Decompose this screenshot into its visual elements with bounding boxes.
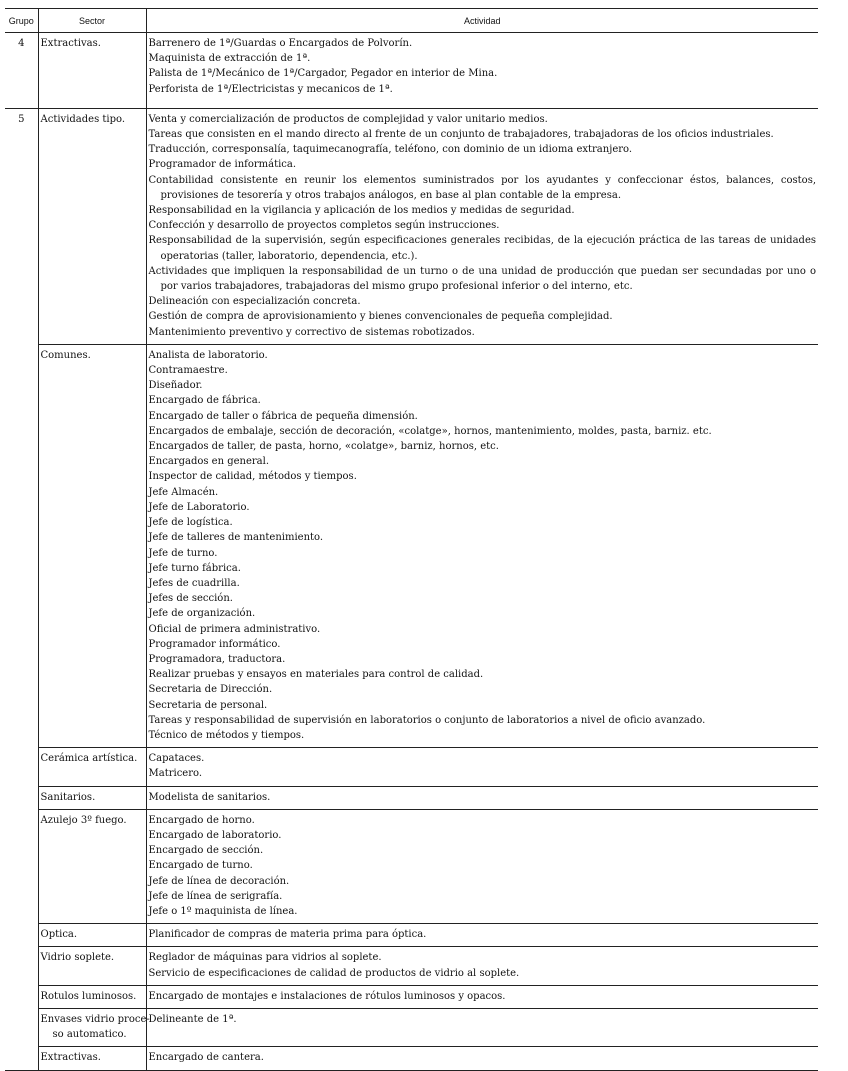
activity-item: Jefe de talleres de mantenimiento. <box>148 532 324 544</box>
table-row <box>5 985 818 1008</box>
table-body <box>5 33 818 1071</box>
activity-item: Reglador de máquinas para vidrios al soplete. <box>148 952 382 964</box>
actividad-cell <box>146 344 818 747</box>
actividad-cell <box>146 809 818 923</box>
activity-item: Encargados en general. <box>148 456 270 468</box>
activity-item: Responsabilidad de la supervisión, según especificaciones generales recibidas, de la ejecución práctica de las tareas de unidades operatorias (taller, laboratorio, dependencia, etc.). <box>148 235 816 262</box>
grupo-cell: 5 <box>18 113 25 125</box>
activity-item: Realizar pruebas y ensayos en materiales para control de calidad. <box>148 669 484 681</box>
activity-item: Tareas y responsabilidad de supervisión en laboratorios o conjunto de laboratorios a nivel de oficio avanzado. <box>148 714 706 726</box>
activity-item: Perforista de 1ª/Electricistas y mecanicos de 1ª. <box>148 83 393 95</box>
actividad-cell <box>146 985 818 1008</box>
activities-table <box>5 8 818 1071</box>
sector-label: Envases vidrio proce- <box>40 1013 150 1025</box>
activity-item: Venta y comercialización de productos de complejidad y valor unitario medios. <box>148 113 548 125</box>
activity-item: Oficial de primera administrativo. <box>148 623 321 635</box>
activity-item: Jefe de Laboratorio. <box>148 501 250 513</box>
activity-item: Encargado de taller o fábrica de pequeña dimensión. <box>148 410 418 422</box>
grupo-cell <box>5 1008 38 1046</box>
activity-item: Responsabilidad en la vigilancia y aplicación de los medios y medidas de seguridad. <box>148 205 575 217</box>
activity-item: Jefes de cuadrilla. <box>148 577 240 589</box>
activity-item: Palista de 1ª/Mecánico de 1ª/Cargador, Pegador en interior de Mina. <box>148 68 498 80</box>
grupo-cell <box>5 1047 38 1070</box>
activity-item: Encargado de laboratorio. <box>148 829 282 841</box>
grupo-cell <box>5 809 38 923</box>
activity-item: Actividades que impliquen la responsabilidad de un turno o de una unidad de producción que puedan ser secundadas por uno o por varios trabajadores, trabajadoras del mismo grupo profesional inferior o del interno, etc. <box>148 265 816 293</box>
activity-item: Delineante de 1ª. <box>148 1013 237 1025</box>
actividad-cell <box>146 1047 818 1070</box>
sector-cell <box>38 1047 146 1070</box>
header-grupo: Grupo <box>5 9 38 33</box>
sector-label: so automatico. <box>52 1029 127 1041</box>
sector-cell <box>38 748 146 786</box>
sector-label: Extractivas. <box>40 38 101 49</box>
activity-item: Jefe de organización. <box>148 608 256 620</box>
activity-item: Programador de informática. <box>148 159 297 171</box>
sector-cell <box>38 786 146 809</box>
activity-item: Secretaria de Dirección. <box>148 684 273 696</box>
activity-item: Analista de laboratorio. <box>148 349 268 361</box>
table-row <box>5 947 818 985</box>
grupo-cell <box>5 947 38 985</box>
sector-cell <box>38 1008 150 1046</box>
activity-item: Programador informático. <box>148 638 281 650</box>
grupo-cell <box>5 748 38 786</box>
activity-item: Confección y desarrollo de proyectos completos según instrucciones. <box>148 220 500 232</box>
header-sector: Sector <box>38 9 146 33</box>
activity-item: Jefe o 1º maquinista de línea. <box>148 905 298 917</box>
actividad-cell <box>146 947 818 985</box>
actividad-cell <box>146 108 818 344</box>
activity-item: Jefe de línea de serigrafía. <box>148 890 283 902</box>
activity-item: Programadora, traductora. <box>148 653 286 665</box>
grupo-cell <box>5 344 38 747</box>
sector-cell <box>38 344 146 747</box>
activity-item: Secretaria de personal. <box>148 699 268 711</box>
table-row <box>5 33 818 105</box>
sector-cell <box>38 33 146 105</box>
header-actividad: Actividad <box>146 9 818 33</box>
activity-item: Encargado de sección. <box>148 845 264 857</box>
sector-label: Sanitarios. <box>40 791 96 803</box>
activity-item: Maquinista de extracción de 1ª. <box>148 53 311 65</box>
table-row <box>5 809 818 923</box>
table-row <box>5 924 818 947</box>
activity-item: Matricero. <box>148 768 203 780</box>
activity-item: Encargado de horno. <box>148 814 255 826</box>
sector-label: Azulejo 3º fuego. <box>40 814 127 826</box>
activity-item: Servicio de especificaciones de calidad de productos de vidrio al soplete. <box>148 967 520 979</box>
sector-label: Optica. <box>40 929 78 941</box>
activity-item: Modelista de sanitarios. <box>148 791 271 803</box>
sector-label: Rotulos luminosos. <box>40 990 137 1002</box>
activity-item: Contramaestre. <box>148 365 228 377</box>
sector-label: Actividades tipo. <box>40 113 126 125</box>
activity-item: Encargado de turno. <box>148 860 253 872</box>
table-row <box>5 344 818 747</box>
activity-item: Diseñador. <box>148 380 203 392</box>
sector-cell <box>38 108 146 344</box>
grupo-cell: 4 <box>18 38 25 49</box>
table-row <box>5 1008 818 1046</box>
grupo-cell <box>5 924 38 947</box>
grupo-cell <box>5 786 38 809</box>
sector-label: Vidrio soplete. <box>40 952 115 964</box>
activity-item: Capataces. <box>148 753 205 765</box>
sector-cell <box>38 809 146 923</box>
actividad-cell <box>146 748 818 786</box>
sector-cell <box>38 924 146 947</box>
grupo-cell <box>5 985 38 1008</box>
sector-cell <box>38 985 146 1008</box>
actividad-cell <box>146 1008 818 1046</box>
table-row <box>5 1047 818 1070</box>
activity-item: Tareas que consisten en el mando directo al frente de un conjunto de trabajadores, trabajadoras de los oficios industriales. <box>148 129 774 141</box>
actividad-cell <box>146 33 818 105</box>
activity-item: Jefe de turno. <box>148 547 218 559</box>
activity-item: Encargado de fábrica. <box>148 395 261 407</box>
activity-item: Encargados de embalaje, sección de decoración, «colatge», hornos, mantenimiento, moldes, pasta, barniz. etc. <box>148 425 712 437</box>
activity-item: Contabilidad consistente en reunir los elementos suministrados por los ayudantes y confeccionar éstos, balances, costos, provisiones de tesorería y otros trabajos análogos, en base al plan contable de la empresa. <box>148 174 816 201</box>
activity-item: Barrenero de 1ª/Guardas o Encargados de Polvorín. <box>148 38 413 49</box>
activity-item: Encargado de cantera. <box>148 1052 264 1064</box>
table-row <box>5 748 818 786</box>
sector-label: Comunes. <box>40 349 91 361</box>
activity-item: Traducción, corresponsalía, taquimecanografía, teléfono, con dominio de un idioma extranjero. <box>148 144 633 156</box>
activity-item: Jefe turno fábrica. <box>148 562 241 574</box>
activity-item: Delineación con especialización concreta. <box>148 296 361 308</box>
table-row <box>5 786 818 809</box>
sector-cell <box>38 947 146 985</box>
table-row <box>5 108 818 344</box>
actividad-cell <box>146 786 818 809</box>
activity-item: Jefe de línea de decoración. <box>148 875 290 887</box>
activity-item: Encargado de montajes e instalaciones de rótulos luminosos y opacos. <box>148 990 506 1002</box>
actividad-cell <box>146 924 818 947</box>
sector-label: Cerámica artística. <box>40 753 138 765</box>
sector-label: Extractivas. <box>40 1052 101 1064</box>
activity-item: Inspector de calidad, métodos y tiempos. <box>148 471 357 483</box>
activity-item: Gestión de compra de aprovisionamiento y bienes convencionales de pequeña complejidad. <box>148 311 613 323</box>
activity-item: Planificador de compras de materia prima para óptica. <box>148 929 427 941</box>
activity-item: Técnico de métodos y tiempos. <box>148 729 305 741</box>
header-row <box>5 9 818 33</box>
activity-item: Jefe de logística. <box>148 517 233 529</box>
activity-item: Jefe Almacén. <box>148 486 219 498</box>
activity-item: Jefes de sección. <box>148 593 233 605</box>
activity-item: Mantenimiento preventivo y correctivo de sistemas robotizados. <box>148 326 475 338</box>
activity-item: Encargados de taller, de pasta, horno, «colatge», barniz, hornos, etc. <box>148 441 499 453</box>
